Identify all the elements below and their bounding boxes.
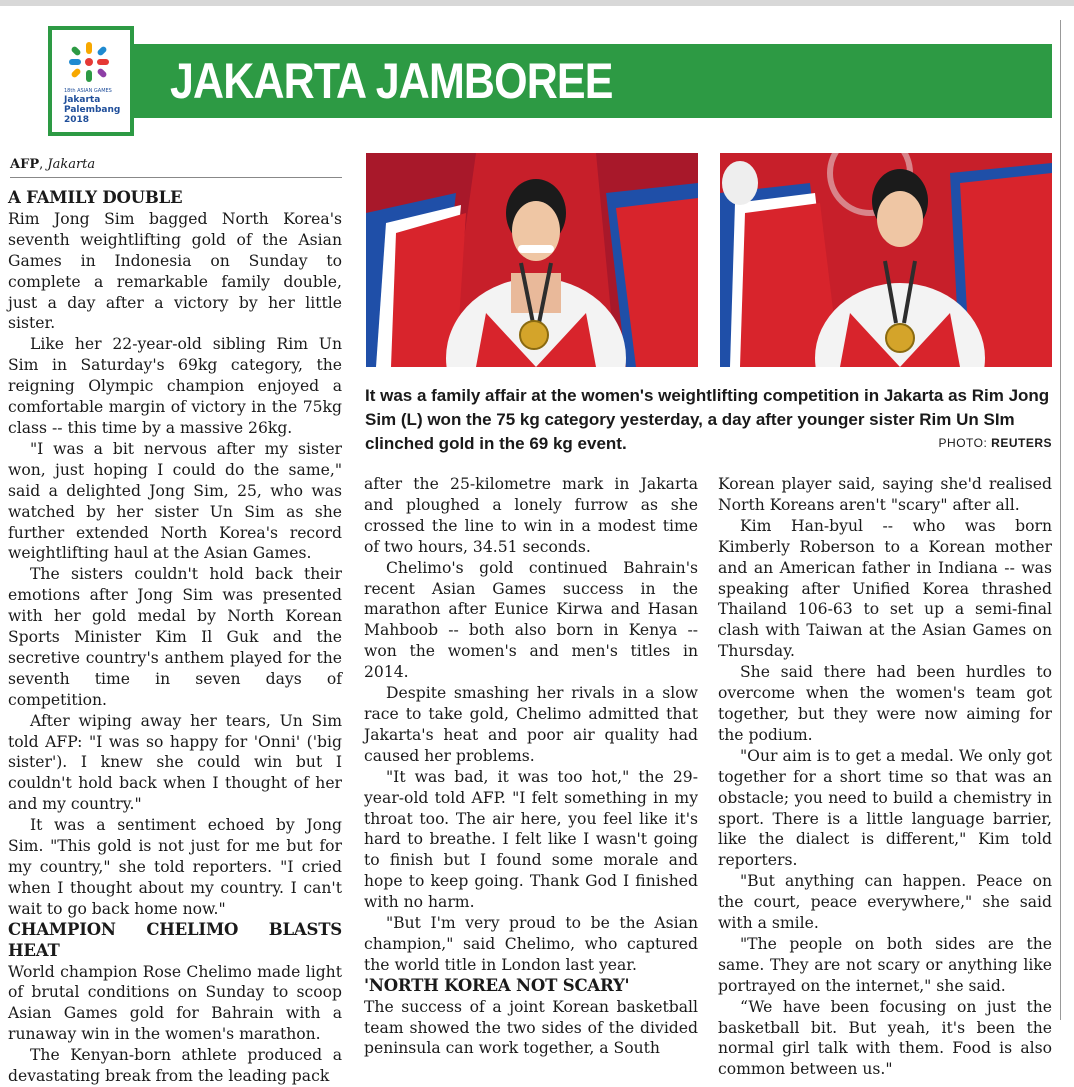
paragraph: Kim Han-byul -- who was born Kimberly Roberson to a Korean mother and an American father in Indiana -- was speaking after Unified Korea thrashed Thailand 106-63 to set up a semi-final clash with Taiwan at the Asian Games on Thursday. bbox=[718, 516, 1052, 661]
paragraph: World champion Rose Chelimo made light of brutal conditions on Sunday to scoop Asian Games gold for Bahrain with a runaway win in the women's marathon. bbox=[8, 962, 342, 1044]
paragraph: The Kenyan-born athlete produced a devastating break from the leading pack bbox=[8, 1046, 342, 1086]
article-column-1 bbox=[8, 188, 342, 1087]
paragraph: "But anything can happen. Peace on the court, peace everywhere," she said with a smile. bbox=[718, 872, 1052, 933]
photo-rim-jong-sim bbox=[366, 153, 698, 367]
paragraph: After wiping away her tears, Un Sim told AFP: "I was so happy for 'Onni' ('big sister'). I knew she could win but I couldn't hold back when I thought of her and my country." bbox=[8, 711, 342, 814]
paragraph: The success of a joint Korean basketball team showed the two sides of the divided peninsula can work together, a South bbox=[364, 997, 698, 1058]
paragraph: "But I'm very proud to be the Asian champion," said Chelimo, who captured the world title in London last year. bbox=[364, 914, 698, 974]
logo-line-1: Jakarta bbox=[64, 95, 101, 105]
paragraph: Despite smashing her rivals in a slow race to take gold, Chelimo admitted that Jakarta's heat and poor air quality had caused her problems. bbox=[364, 684, 698, 765]
logo-line-2: Palembang bbox=[64, 105, 121, 115]
paragraph: "It was bad, it was too hot," the 29-year-old told AFP. "I felt something in my throat too. The air here, you feel like it's hard to breathe. I felt like I wasn't going to finish but I found some morale and hope to keep going. Thank God I finished with no harm. bbox=[364, 767, 698, 912]
section-heading-north-korea: 'NORTH KOREA NOT SCARY' bbox=[364, 975, 630, 995]
logo-city-text bbox=[64, 95, 120, 125]
paragraph: "The people on both sides are the same. They are not scary or anything like portrayed on the internet," she said. bbox=[718, 934, 1052, 995]
asian-games-emblem-icon bbox=[64, 38, 114, 86]
photo-credit bbox=[939, 436, 1052, 450]
paragraph: The sisters couldn't hold back their emotions after Jong Sim was presented with her gold medal by North Korean Sports Minister Kim Il Guk and the secretive country's anthem played for the seventh time in seven days of competition. bbox=[8, 565, 342, 709]
logo-small-text: 18th ASIAN GAMES bbox=[64, 88, 112, 94]
paragraph: after the 25-kilometre mark in Jakarta and ploughed a lonely furrow as she crossed the line to win in a modest time of two hours, 34.51 seconds. bbox=[364, 475, 698, 556]
section-heading-chelimo: CHAMPION CHELIMO BLASTS HEAT bbox=[8, 919, 342, 960]
page-title: JAKARTA JAMBOREE bbox=[170, 53, 613, 109]
paragraph: Chelimo's gold continued Bahrain's recent Asian Games success in the marathon after Eunice Kirwa and Hasan Mahboob -- both also born in Kenya -- won the women's and men's titles in 2014. bbox=[364, 558, 698, 682]
paragraph: Like her 22-year-old sibling Rim Un Sim in Saturday's 69kg category, the reigning Olympic champion enjoyed a comfortable margin of victory in the 75kg class -- this time by a massive 26kg. bbox=[8, 335, 342, 437]
photo-credit-source: REUTERS bbox=[991, 436, 1052, 450]
paragraph: Rim Jong Sim bagged North Korea's seventh weightlifting gold of the Asian Games in Indonesia on Sunday to complete a remarkable family double, just a day after a victory by her little sister. bbox=[8, 209, 342, 333]
paragraph: She said there had been hurdles to overcome when the women's team got together, but they were now aiming for the podium. bbox=[718, 663, 1052, 744]
article-column-3 bbox=[718, 474, 1052, 1080]
byline-agency: AFP bbox=[10, 157, 40, 172]
photo-rim-un-sim bbox=[720, 153, 1052, 367]
photo-credit-label: PHOTO: bbox=[938, 436, 992, 450]
photo-rim-un-sim-image bbox=[720, 153, 1052, 367]
photo-rim-jong-sim-image bbox=[366, 153, 698, 367]
section-heading-family-double: A FAMILY DOUBLE bbox=[8, 188, 183, 207]
photo-caption: It was a family affair at the women's weightlifting competition in Jakarta as Rim Jong Sim (L) won the 75 kg category yesterday, a day after younger sister Rim Un SIm clinched gold in the 69 kg event. bbox=[365, 386, 1050, 453]
logo-line-3: 2018 bbox=[64, 115, 90, 125]
byline-separator: , bbox=[39, 157, 48, 172]
page-top-edge bbox=[0, 0, 1074, 6]
byline-rule bbox=[10, 177, 342, 178]
paragraph: Korean player said, saying she'd realised North Koreans aren't "scary" after all. bbox=[718, 475, 1052, 514]
byline bbox=[10, 157, 95, 172]
paragraph: “We have been focusing on just the basketball bit. But yeah, it's been the normal girl talk with them. Food is also common between us." bbox=[718, 997, 1052, 1079]
paragraph: It was a sentiment echoed by Jong Sim. "This gold is not just for me but for my country," she told reporters. "I cried when I thought about my country. I can't wait to go back home now." bbox=[8, 816, 342, 918]
byline-place: Jakarta bbox=[47, 157, 96, 172]
asian-games-logo bbox=[48, 26, 134, 136]
paragraph: "Our aim is to get a medal. We only got together for a short time so that was an obstacle; you need to build a chemistry in sport. There is a little language barrier, like the dialect is different," Kim told reporters. bbox=[718, 746, 1052, 870]
column-rule bbox=[1060, 20, 1061, 1020]
paragraph: "I was a bit nervous after my sister won, just hoping I could do the same," said a delighted Jong Sim, 25, who was watched by her sister Un Sim as she further extended North Korea's record weightlifting haul at the Asian Games. bbox=[8, 439, 342, 563]
article-column-2 bbox=[364, 474, 698, 1059]
